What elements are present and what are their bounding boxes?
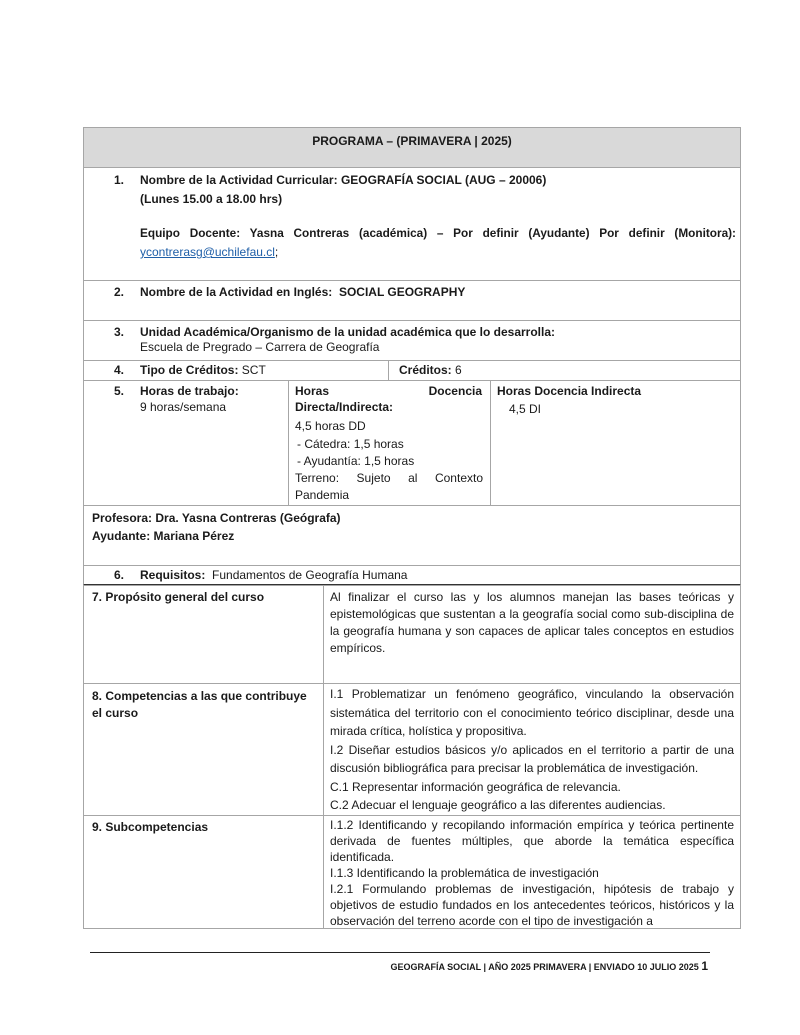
competency-item: I.2 Diseñar estudios básicos y/o aplicados en el territorio a partir de una discusión bibliográfica para precisar la problemática de investigación.	[330, 742, 734, 775]
section-7-value	[323, 585, 741, 684]
label: Requisitos:	[140, 568, 206, 582]
english-name: SOCIAL GEOGRAPHY	[338, 285, 466, 299]
section-9-label: 9. Subcompetencias	[83, 815, 324, 929]
professor: Profesora: Dra. Yasna Contreras (Geógrafa)	[92, 511, 341, 525]
credit-type: SCT	[241, 363, 266, 377]
section-5-hours	[83, 380, 289, 506]
competency-item: C.2 Adecuar el lenguaje geográfico a las diferentes audiencias.	[330, 798, 666, 812]
requirements: Fundamentos de Geografía Humana	[212, 568, 408, 582]
section-1	[83, 167, 741, 281]
credits-value: 6	[455, 363, 462, 377]
label: Directa/Indirecta:	[295, 400, 394, 414]
email-link[interactable]: ycontrerasg@uchilefau.cl	[140, 245, 275, 259]
footer-text: GEOGRAFÍA SOCIAL | AÑO 2025 PRIMAVERA | ENVIADO 10 JULIO 2025	[390, 962, 699, 972]
label: Horas	[295, 384, 330, 398]
label: Créditos:	[399, 363, 452, 377]
section-7-label: 7. Propósito general del curso	[83, 585, 324, 684]
section-num: 1.	[114, 173, 125, 187]
section-5-indirect	[490, 380, 741, 506]
section-num: 3.	[114, 325, 125, 339]
teaching-team: Equipo Docente: Yasna Contreras (académica) – Por definir (Ayudante) Por definir (Monitora):	[140, 226, 736, 240]
program-header: PROGRAMA – (PRIMAVERA | 2025)	[83, 127, 741, 168]
competency-item: I.1 Problematizar un fenómeno geográfico, vinculando la observación sistemática del territorio con el conocimiento teórico disciplinar, desde una mirada crítica, holística y propositiva.	[330, 687, 734, 738]
label: Tipo de Créditos:	[140, 363, 239, 377]
page-number: 1	[701, 959, 708, 973]
section-4-credits	[388, 360, 741, 381]
section-num: 2.	[114, 285, 125, 299]
weekly-hours: 9 horas/semana	[140, 400, 227, 414]
course-name: GEOGRAFÍA SOCIAL (AUG – 20006)	[340, 173, 547, 187]
schedule: (Lunes 15.00 a 18.00 hrs)	[140, 192, 283, 206]
indirect-hours: 4,5 DI	[509, 402, 542, 416]
subcompetency-item: I.1.3 Identificando la problemática de investigación	[330, 866, 599, 880]
section-6	[83, 565, 741, 586]
section-5-direct	[288, 380, 491, 506]
section-num: 6.	[114, 568, 125, 582]
ayudantia-hours: - Ayudantía: 1,5 horas	[297, 454, 415, 468]
staff-section	[83, 505, 741, 566]
subcompetency-item: I.1.2 Identificando y recopilando información empírica y teórica pertinente derivada de fuentes múltiples, que aborde la temática específica identificada.	[330, 818, 734, 864]
label: Nombre de la Actividad Curricular:	[140, 173, 338, 187]
footer-divider	[90, 952, 710, 953]
section-4-type	[83, 360, 389, 381]
purpose-text: Al finalizar el curso las y los alumnos manejan las bases teóricas y epistemológicas que sustentan a la geografía social como sub-disciplina de la geografía humana y son capaces de aplicar tales conceptos en estudios empíricos.	[330, 590, 734, 655]
direct-hours: 4,5 horas DD	[295, 419, 366, 433]
section-9-value	[323, 815, 741, 929]
email-suffix: ;	[274, 245, 279, 259]
section-2	[83, 280, 741, 321]
section-num: 4.	[114, 363, 125, 377]
assistant: Ayudante: Mariana Pérez	[92, 529, 235, 543]
subcompetency-item: I.2.1 Formulando problemas de investigación, hipótesis de trabajo y objetivos de estudio fundados en los antecedentes teóricos, históricos y la observación del terreno acorde con el tipo de investigación a	[330, 882, 734, 928]
section-3	[83, 320, 741, 361]
label: Unidad Académica/Organismo de la unidad académica que lo desarrolla:	[140, 325, 556, 339]
section-8-label: 8. Competencias a las que contribuye el curso	[83, 683, 324, 816]
section-num: 5.	[114, 384, 125, 398]
label: Docencia	[428, 384, 482, 398]
catedra-hours: - Cátedra: 1,5 horas	[297, 437, 404, 451]
label: Nombre de la Actividad en Inglés:	[140, 285, 333, 299]
competency-item: C.1 Representar información geográfica de relevancia.	[330, 779, 621, 794]
footer	[391, 959, 708, 973]
terreno-note: Terreno: Sujeto al Contexto Pandemia	[295, 471, 483, 502]
section-8-value	[323, 683, 741, 816]
label: Horas de trabajo:	[140, 384, 239, 398]
label: Horas Docencia Indirecta	[497, 384, 642, 398]
academic-unit: Escuela de Pregrado – Carrera de Geografía	[140, 340, 380, 354]
